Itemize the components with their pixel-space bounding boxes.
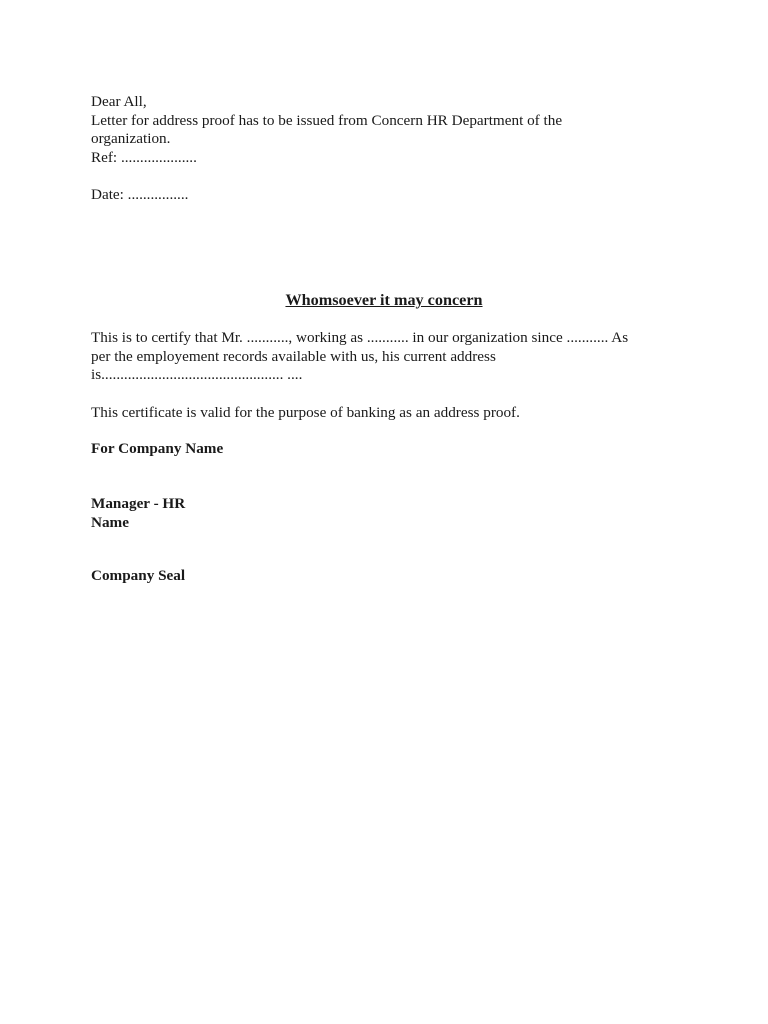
certify-paragraph bbox=[91, 329, 671, 385]
signatory-name: Name bbox=[91, 513, 129, 531]
certify-line-3: is................................................ .... bbox=[91, 366, 303, 383]
date-block bbox=[91, 186, 671, 205]
for-company-block bbox=[91, 440, 671, 459]
salutation-block bbox=[91, 93, 671, 167]
signatory-block bbox=[91, 495, 671, 532]
date-line: Date: ................ bbox=[91, 186, 189, 203]
company-seal-label: Company Seal bbox=[91, 567, 186, 584]
certify-line-1: This is to certify that Mr. ..........., working as ........... in our organization since ........... As bbox=[91, 329, 629, 346]
letter-heading bbox=[0, 291, 768, 310]
heading-text: Whomsoever it may concern bbox=[285, 291, 483, 309]
signatory-title: Manager - HR bbox=[91, 495, 186, 512]
certify-line-2: per the employement records available with us, his current address bbox=[91, 347, 496, 365]
validity-paragraph bbox=[91, 404, 671, 423]
seal-block bbox=[91, 567, 671, 586]
intro-line-2: organization. bbox=[91, 130, 171, 147]
ref-line: Ref: .................... bbox=[91, 148, 197, 166]
validity-line: This certificate is valid for the purpose of banking as an address proof. bbox=[91, 404, 520, 421]
intro-line-1: Letter for address proof has to be issued from Concern HR Department of the bbox=[91, 111, 563, 129]
for-company-line: For Company Name bbox=[91, 440, 224, 457]
greeting: Dear All, bbox=[91, 93, 147, 110]
